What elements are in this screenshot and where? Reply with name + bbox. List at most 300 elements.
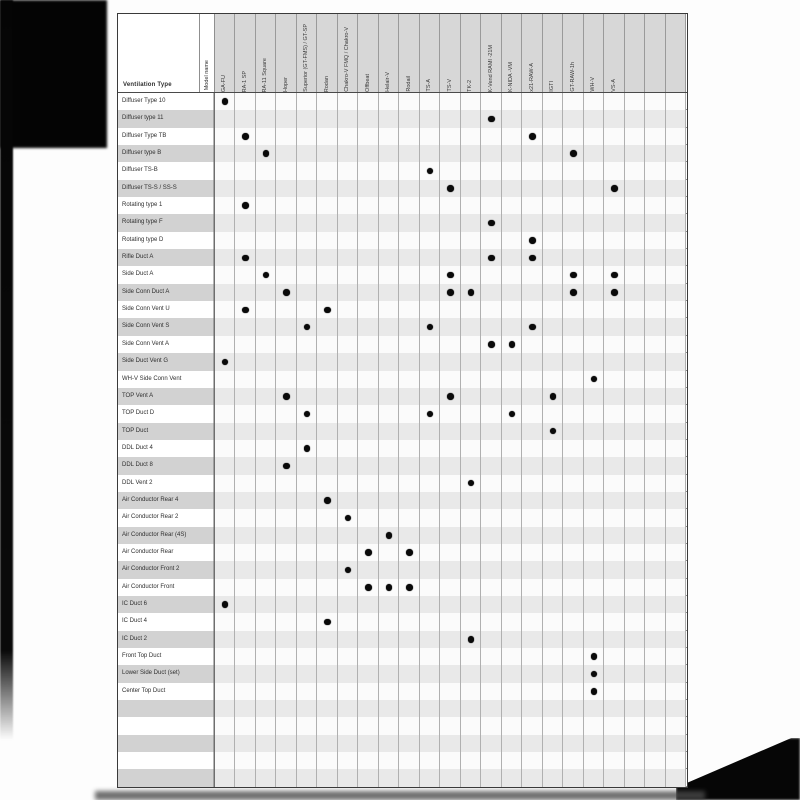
matrix-cell [338, 128, 359, 145]
matrix-cell [604, 769, 625, 786]
matrix-cell [543, 561, 564, 578]
matrix-cell [420, 457, 441, 474]
matrix-cell [461, 371, 482, 388]
matrix-cell [645, 318, 666, 335]
compatibility-dot-icon [611, 272, 618, 279]
matrix-cell [604, 110, 625, 127]
matrix-cell [297, 631, 318, 648]
matrix-cell [461, 648, 482, 665]
matrix-cell [358, 561, 379, 578]
matrix-cell [276, 665, 297, 682]
matrix-cell [666, 440, 687, 457]
matrix-cell [276, 475, 297, 492]
matrix-cell [297, 717, 318, 734]
matrix-cell [522, 405, 543, 422]
matrix-cell [604, 544, 625, 561]
matrix-cell [440, 197, 461, 214]
matrix-cell [338, 631, 359, 648]
matrix-cell [502, 284, 523, 301]
row-label: Air Conductor Rear (4S) [118, 527, 215, 544]
row-label: Air Conductor Rear 4 [118, 492, 215, 509]
matrix-cell [235, 301, 256, 318]
matrix-cell [276, 769, 297, 786]
matrix-cell [625, 110, 646, 127]
table-row [118, 579, 687, 596]
column-header-label: Chakro-V FMQ / Chakro-V [344, 27, 351, 92]
matrix-cell [481, 301, 502, 318]
matrix-cell [358, 527, 379, 544]
matrix-cell [584, 405, 605, 422]
matrix-cell [440, 162, 461, 179]
compatibility-dot-icon [591, 688, 598, 695]
matrix-cell [666, 284, 687, 301]
matrix-cell [235, 284, 256, 301]
matrix-cell [358, 769, 379, 786]
matrix-cell [379, 232, 400, 249]
matrix-cell [399, 145, 420, 162]
matrix-cell [522, 180, 543, 197]
matrix-cell [584, 752, 605, 769]
matrix-cell [502, 631, 523, 648]
matrix-cell [317, 128, 338, 145]
matrix-cell [502, 509, 523, 526]
matrix-cell [420, 509, 441, 526]
row-label: Diffuser TS-S / SS-S [118, 180, 215, 197]
matrix-cell [338, 266, 359, 283]
matrix-cell [625, 336, 646, 353]
matrix-cell [358, 405, 379, 422]
matrix-cell [604, 145, 625, 162]
matrix-cell [522, 371, 543, 388]
matrix-cell [379, 266, 400, 283]
matrix-cell [256, 388, 277, 405]
matrix-cell [420, 700, 441, 717]
matrix-cell [358, 371, 379, 388]
matrix-cell [645, 301, 666, 318]
matrix-cell [604, 596, 625, 613]
matrix-cell [317, 665, 338, 682]
matrix-cell [625, 353, 646, 370]
matrix-cell [522, 423, 543, 440]
matrix-cell [256, 423, 277, 440]
matrix-cell [584, 353, 605, 370]
matrix-cell [338, 318, 359, 335]
matrix-cell [584, 596, 605, 613]
matrix-cell [440, 249, 461, 266]
matrix-cell [584, 423, 605, 440]
matrix-cell [563, 110, 584, 127]
matrix-cell [297, 579, 318, 596]
table-row [118, 561, 687, 578]
compatibility-dot-icon [591, 671, 598, 678]
matrix-cell [420, 440, 441, 457]
row-label: Front Top Duct [118, 648, 215, 665]
matrix-cell [584, 110, 605, 127]
matrix-cell [399, 509, 420, 526]
row-label: WH-V Side Conn Vent [118, 371, 215, 388]
matrix-cell [338, 197, 359, 214]
compatibility-dot-icon [427, 324, 434, 331]
matrix-cell [481, 440, 502, 457]
matrix-cell [297, 214, 318, 231]
compatibility-dot-icon [324, 497, 331, 504]
matrix-cell [399, 631, 420, 648]
matrix-cell [358, 128, 379, 145]
row-label [118, 735, 215, 752]
table-body [118, 93, 687, 787]
matrix-cell [563, 457, 584, 474]
matrix-cell [276, 631, 297, 648]
matrix-cell [420, 232, 441, 249]
row-axis-title: Ventilation Type [123, 82, 172, 88]
matrix-cell [317, 423, 338, 440]
matrix-cell [584, 613, 605, 630]
column-header-label: WH-V [590, 77, 597, 92]
row-label: Air Conductor Front 2 [118, 561, 215, 578]
matrix-cell [215, 700, 236, 717]
matrix-cell [563, 683, 584, 700]
matrix-cell [256, 110, 277, 127]
column-header-label: Rodail [405, 76, 412, 92]
matrix-cell [276, 371, 297, 388]
matrix-cell [235, 735, 256, 752]
matrix-cell [604, 423, 625, 440]
matrix-cell [645, 509, 666, 526]
matrix-cell [522, 752, 543, 769]
matrix-cell [440, 631, 461, 648]
matrix-cell [256, 301, 277, 318]
matrix-cell [215, 717, 236, 734]
matrix-cell [502, 527, 523, 544]
table-row [118, 631, 687, 648]
table-row [118, 249, 687, 266]
matrix-cell [584, 769, 605, 786]
matrix-cell [522, 214, 543, 231]
matrix-cell [338, 561, 359, 578]
matrix-cell [379, 700, 400, 717]
matrix-cell [440, 266, 461, 283]
matrix-cell [338, 440, 359, 457]
table-row [118, 162, 687, 179]
matrix-cell [481, 145, 502, 162]
matrix-cell [215, 336, 236, 353]
matrix-cell [358, 388, 379, 405]
matrix-cell [666, 561, 687, 578]
matrix-cell [420, 180, 441, 197]
matrix-cell [317, 631, 338, 648]
matrix-cell [584, 561, 605, 578]
matrix-cell [358, 336, 379, 353]
matrix-cell [440, 613, 461, 630]
matrix-cell [338, 423, 359, 440]
matrix-cell [543, 440, 564, 457]
matrix-cell [379, 318, 400, 335]
matrix-cell [256, 405, 277, 422]
matrix-cell [563, 353, 584, 370]
matrix-cell [666, 457, 687, 474]
column-header-21 [625, 14, 646, 92]
matrix-cell [461, 110, 482, 127]
matrix-cell [420, 527, 441, 544]
matrix-cell [317, 440, 338, 457]
matrix-cell [604, 284, 625, 301]
table-row [118, 700, 687, 717]
row-label: DDL Vent 2 [118, 475, 215, 492]
matrix-cell [604, 405, 625, 422]
matrix-cell [604, 336, 625, 353]
matrix-cell [440, 735, 461, 752]
matrix-cell [215, 683, 236, 700]
compatibility-dot-icon [345, 515, 352, 522]
matrix-cell [563, 769, 584, 786]
matrix-cell [522, 509, 543, 526]
matrix-cell [645, 457, 666, 474]
matrix-cell [625, 232, 646, 249]
matrix-cell [645, 683, 666, 700]
matrix-cell [481, 110, 502, 127]
column-header-4 [276, 14, 297, 92]
matrix-cell [522, 162, 543, 179]
row-label: Diffuser type 11 [118, 110, 215, 127]
matrix-cell [317, 353, 338, 370]
matrix-cell [215, 353, 236, 370]
matrix-cell [358, 700, 379, 717]
matrix-cell [420, 752, 441, 769]
matrix-cell [338, 301, 359, 318]
matrix-cell [256, 717, 277, 734]
matrix-cell [235, 423, 256, 440]
matrix-cell [358, 752, 379, 769]
compatibility-dot-icon [488, 255, 495, 262]
matrix-cell [235, 769, 256, 786]
matrix-cell [481, 596, 502, 613]
matrix-cell [215, 527, 236, 544]
matrix-cell [317, 318, 338, 335]
matrix-cell [502, 232, 523, 249]
matrix-cell [276, 596, 297, 613]
matrix-cell [399, 579, 420, 596]
table-row [118, 197, 687, 214]
matrix-cell [604, 752, 625, 769]
matrix-cell [338, 232, 359, 249]
matrix-cell [379, 527, 400, 544]
matrix-cell [502, 249, 523, 266]
matrix-cell [645, 665, 666, 682]
matrix-cell [276, 527, 297, 544]
matrix-cell [215, 249, 236, 266]
matrix-cell [399, 180, 420, 197]
matrix-cell [235, 700, 256, 717]
matrix-cell [522, 561, 543, 578]
matrix-cell [522, 700, 543, 717]
matrix-cell [604, 301, 625, 318]
matrix-cell [563, 284, 584, 301]
matrix-cell [256, 596, 277, 613]
matrix-cell [235, 457, 256, 474]
matrix-cell [215, 110, 236, 127]
column-header-label: TS-V [446, 79, 453, 92]
matrix-cell [502, 475, 523, 492]
matrix-cell [358, 232, 379, 249]
matrix-cell [440, 214, 461, 231]
matrix-cell [317, 405, 338, 422]
matrix-cell [235, 145, 256, 162]
matrix-cell [461, 128, 482, 145]
matrix-cell [297, 527, 318, 544]
matrix-cell [276, 197, 297, 214]
compatibility-dot-icon [611, 185, 618, 192]
matrix-cell [625, 665, 646, 682]
matrix-cell [481, 457, 502, 474]
matrix-cell [297, 665, 318, 682]
matrix-cell [215, 284, 236, 301]
matrix-cell [379, 371, 400, 388]
matrix-cell [625, 128, 646, 145]
row-label: DDL Duct 8 [118, 457, 215, 474]
matrix-cell [338, 110, 359, 127]
matrix-cell [461, 336, 482, 353]
compatibility-dot-icon [447, 289, 454, 296]
matrix-cell [399, 336, 420, 353]
matrix-cell [625, 284, 646, 301]
matrix-cell [461, 613, 482, 630]
compatibility-dot-icon [365, 584, 372, 591]
matrix-cell [563, 388, 584, 405]
matrix-cell [543, 752, 564, 769]
matrix-cell [625, 544, 646, 561]
matrix-cell [604, 475, 625, 492]
matrix-cell [625, 475, 646, 492]
matrix-cell [563, 266, 584, 283]
matrix-cell [338, 353, 359, 370]
matrix-cell [338, 388, 359, 405]
matrix-cell [563, 579, 584, 596]
matrix-cell [399, 700, 420, 717]
compatibility-dot-icon [406, 549, 413, 556]
matrix-cell [584, 249, 605, 266]
matrix-cell [502, 613, 523, 630]
matrix-cell [481, 509, 502, 526]
column-axis-title: Model name [204, 59, 210, 90]
matrix-cell [502, 735, 523, 752]
column-header-5 [297, 14, 318, 92]
matrix-cell [276, 162, 297, 179]
row-label: TOP Vent A [118, 388, 215, 405]
matrix-cell [666, 266, 687, 283]
matrix-cell [399, 423, 420, 440]
matrix-cell [543, 301, 564, 318]
matrix-cell [338, 492, 359, 509]
matrix-cell [625, 527, 646, 544]
matrix-cell [420, 353, 441, 370]
matrix-cell [338, 769, 359, 786]
matrix-cell [584, 145, 605, 162]
matrix-cell [522, 336, 543, 353]
matrix-cell [215, 440, 236, 457]
matrix-cell [379, 110, 400, 127]
compatibility-dot-icon [488, 116, 495, 123]
matrix-cell [625, 145, 646, 162]
matrix-cell [625, 318, 646, 335]
matrix-cell [379, 665, 400, 682]
matrix-cell [420, 735, 441, 752]
matrix-cell [481, 475, 502, 492]
matrix-cell [461, 145, 482, 162]
matrix-cell [379, 717, 400, 734]
matrix-cell [399, 128, 420, 145]
matrix-cell [215, 301, 236, 318]
matrix-cell [420, 492, 441, 509]
matrix-cell [256, 266, 277, 283]
matrix-cell [440, 596, 461, 613]
matrix-cell [297, 405, 318, 422]
matrix-cell [235, 561, 256, 578]
matrix-cell [297, 145, 318, 162]
matrix-cell [461, 683, 482, 700]
matrix-cell [379, 613, 400, 630]
matrix-cell [645, 266, 666, 283]
matrix-cell [666, 752, 687, 769]
matrix-cell [481, 683, 502, 700]
matrix-cell [317, 197, 338, 214]
compatibility-dot-icon [304, 411, 311, 418]
matrix-cell [604, 318, 625, 335]
column-header-12 [440, 14, 461, 92]
matrix-cell [399, 613, 420, 630]
matrix-cell [317, 596, 338, 613]
matrix-cell [358, 197, 379, 214]
matrix-cell [584, 93, 605, 110]
matrix-cell [358, 475, 379, 492]
matrix-cell [543, 371, 564, 388]
matrix-cell [563, 145, 584, 162]
matrix-cell [215, 318, 236, 335]
matrix-cell [666, 665, 687, 682]
matrix-cell [604, 665, 625, 682]
matrix-cell [338, 648, 359, 665]
matrix-cell [338, 700, 359, 717]
matrix-cell [543, 475, 564, 492]
matrix-cell [543, 457, 564, 474]
matrix-cell [215, 405, 236, 422]
matrix-cell [543, 128, 564, 145]
matrix-cell [645, 579, 666, 596]
matrix-cell [399, 665, 420, 682]
matrix-cell [625, 440, 646, 457]
matrix-cell [440, 180, 461, 197]
matrix-cell [502, 457, 523, 474]
matrix-cell [297, 700, 318, 717]
table-row [118, 232, 687, 249]
matrix-cell [379, 475, 400, 492]
matrix-cell [502, 371, 523, 388]
row-label: IC Duct 4 [118, 613, 215, 630]
compatibility-dot-icon [222, 98, 229, 105]
table-row [118, 110, 687, 127]
matrix-cell [481, 371, 502, 388]
table-row [118, 93, 687, 110]
matrix-cell [338, 93, 359, 110]
matrix-cell [461, 509, 482, 526]
matrix-cell [276, 145, 297, 162]
table-header-row [118, 14, 687, 93]
matrix-cell [215, 544, 236, 561]
matrix-cell [584, 475, 605, 492]
matrix-cell [645, 561, 666, 578]
matrix-cell [502, 128, 523, 145]
matrix-cell [420, 769, 441, 786]
matrix-cell [563, 665, 584, 682]
